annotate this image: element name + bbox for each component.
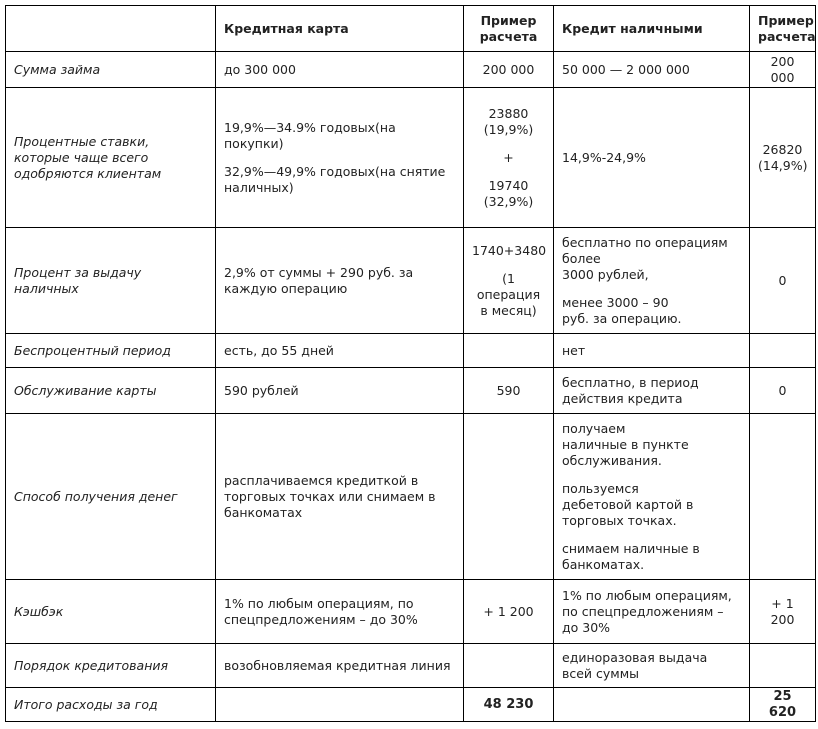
card-value: 590 рублей [216, 368, 464, 414]
card-example-a: 1740+3480 [472, 242, 547, 258]
card-value [216, 88, 464, 228]
row-label: Процент за выдачу наличных [6, 228, 216, 334]
loan-example: 200 000 [750, 52, 816, 88]
loan-way-2 [562, 481, 741, 529]
loan-example: 0 [750, 368, 816, 414]
row-label: Процентные ставки, которые чаще всего одобряются клиентам [6, 88, 216, 228]
loan-fee-line: бесплатно по операциям более [562, 234, 728, 266]
card-example-a: 23880 (19,9%) [483, 105, 534, 137]
loan-value: 50 000 — 2 000 000 [554, 52, 750, 88]
card-example [464, 334, 554, 368]
loan-example [750, 644, 816, 688]
card-rate-purchases: 19,9%—34.9% годовых(на покупки) [224, 119, 396, 151]
row-cashback [6, 580, 816, 644]
card-example [464, 644, 554, 688]
card-value: расплачиваемся кредиткой в торговых точках или снимаем в банкоматах [216, 414, 464, 580]
card-example [464, 414, 554, 580]
header-credit-card: Кредитная карта [216, 6, 464, 52]
row-label: Кэшбэк [6, 580, 216, 644]
card-example-plus: + [503, 149, 514, 165]
loan-way-line: получаем [562, 420, 626, 436]
loan-way-3: снимаем наличные в банкоматах. [562, 540, 700, 572]
loan-value [554, 228, 750, 334]
loan-value: 14,9%-24,9% [554, 88, 750, 228]
card-value: 2,9% от суммы + 290 руб. за каждую операцию [216, 228, 464, 334]
row-loan-amount [6, 52, 816, 88]
card-example [464, 88, 554, 228]
loan-way-line: наличные в пункте обслуживания. [562, 436, 689, 468]
row-cash-fee [6, 228, 816, 334]
row-receiving [6, 414, 816, 580]
card-example: 590 [464, 368, 554, 414]
card-example [464, 228, 554, 334]
row-label: Итого расходы за год [6, 688, 216, 722]
loan-example [750, 414, 816, 580]
loan-way-line: пользуемся [562, 480, 639, 496]
row-label: Порядок кредитования [6, 644, 216, 688]
card-example: 200 000 [464, 52, 554, 88]
card-value: до 300 000 [216, 52, 464, 88]
card-total: 48 230 [464, 688, 554, 722]
card-example: + 1 200 [464, 580, 554, 644]
card-example-b: (1 операция в месяц) [476, 270, 541, 318]
comparison-table [5, 5, 816, 722]
loan-example [750, 334, 816, 368]
row-total [6, 688, 816, 722]
card-example-b: 19740 (32,9%) [483, 177, 534, 209]
row-lending-order [6, 644, 816, 688]
loan-value: бесплатно, в период действия кредита [554, 368, 750, 414]
card-rate-cash: 32,9%—49,9% годовых(на снятие наличных) [224, 163, 446, 195]
loan-total: 25 620 [750, 688, 816, 722]
card-value: 1% по любым операциям, по спецпредложениям – до 30% [216, 580, 464, 644]
loan-fee-text-2 [562, 295, 741, 327]
card-value: есть, до 55 дней [216, 334, 464, 368]
header-empty-cell [6, 6, 216, 52]
loan-fee-text-1 [562, 235, 741, 283]
row-interest-rates [6, 88, 816, 228]
loan-value: единоразовая выдача всей суммы [554, 644, 750, 688]
loan-way-1 [562, 421, 741, 469]
header-row [6, 6, 816, 52]
row-grace-period [6, 334, 816, 368]
card-value [216, 688, 464, 722]
loan-fee-line: руб. за операцию. [562, 310, 682, 326]
loan-example: 26820 (14,9%) [750, 88, 816, 228]
loan-way-line: дебетовой картой в торговых точках. [562, 496, 694, 528]
card-value: возобновляемая кредитная линия [216, 644, 464, 688]
header-cash-loan: Кредит наличными [554, 6, 750, 52]
loan-fee-line: менее 3000 – 90 [562, 294, 669, 310]
loan-example: 0 [750, 228, 816, 334]
loan-fee-line: 3000 рублей, [562, 266, 649, 282]
loan-value [554, 414, 750, 580]
row-label: Сумма займа [6, 52, 216, 88]
row-label: Беспроцентный период [6, 334, 216, 368]
row-card-service [6, 368, 816, 414]
header-example-2: Пример расчета [750, 6, 816, 52]
header-example-1: Пример расчета [464, 6, 554, 52]
row-label: Способ получения денег [6, 414, 216, 580]
loan-example: + 1 200 [750, 580, 816, 644]
loan-value: 1% по любым операциям, по спецпредложениям – до 30% [554, 580, 750, 644]
loan-value: нет [554, 334, 750, 368]
loan-value [554, 688, 750, 722]
row-label: Обслуживание карты [6, 368, 216, 414]
